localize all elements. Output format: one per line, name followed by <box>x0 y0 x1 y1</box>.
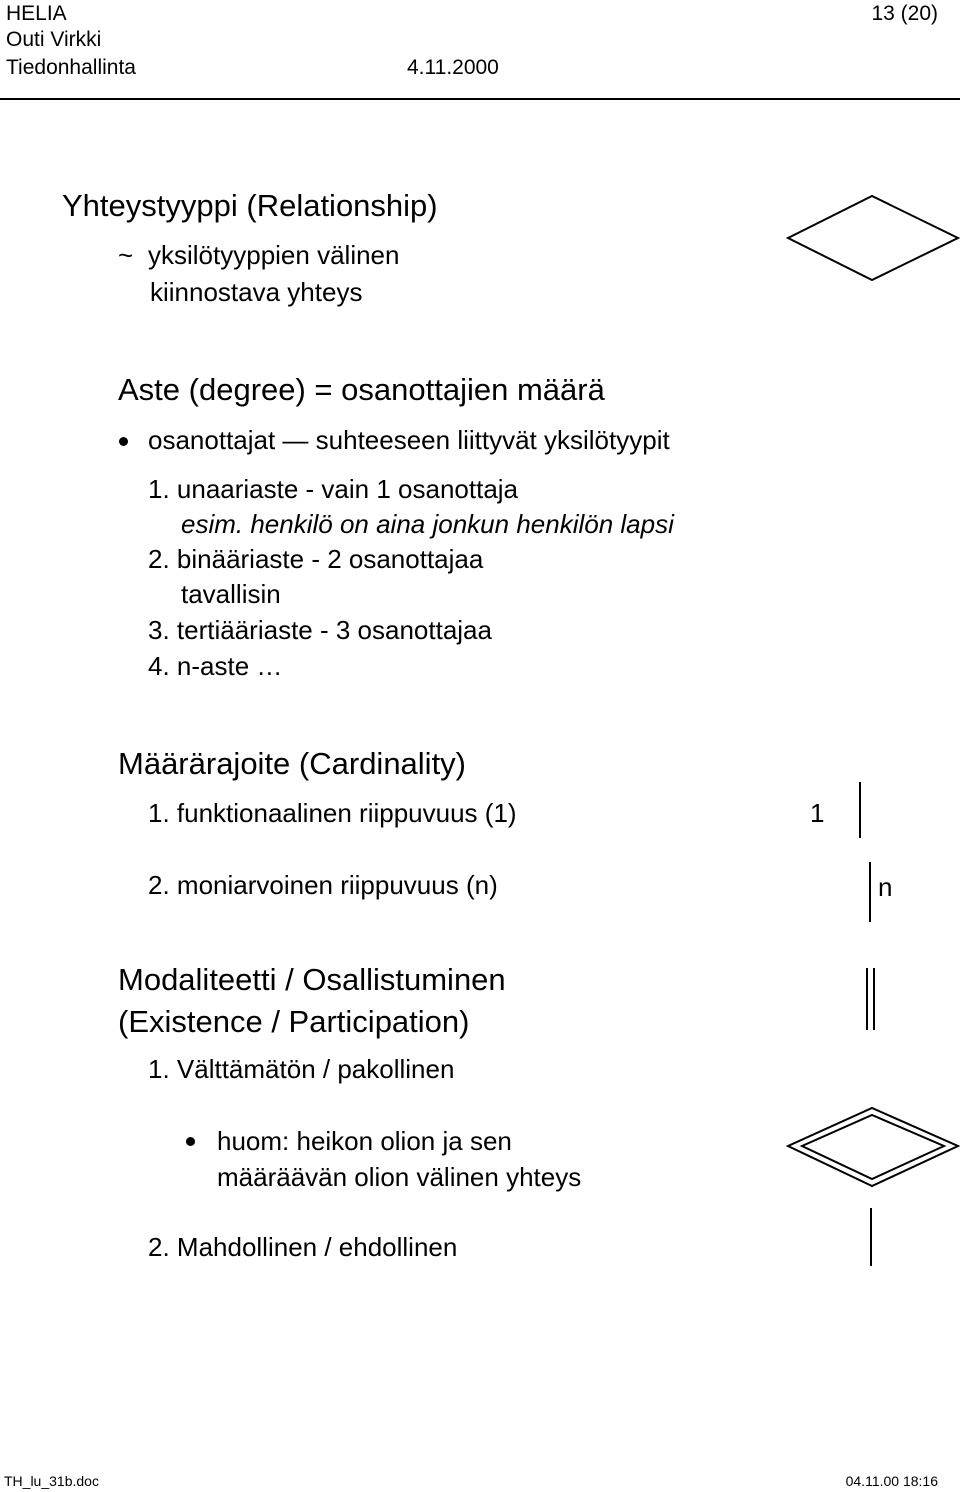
relationship-definition-line1: yksilötyyppien välinen <box>148 240 400 270</box>
relationship-title: Yhteystyyppi (Relationship) <box>62 188 438 223</box>
degree-item-3: 3. tertiääriaste - 3 osanottajaa <box>148 615 492 645</box>
cardinality-one-line-icon <box>858 782 862 838</box>
degree-title: Aste (degree) = osanottajien määrä <box>118 372 605 407</box>
header-org: HELIA <box>6 2 67 25</box>
degree-item-2: 2. binääriaste - 2 osanottajaa <box>148 544 484 574</box>
cardinality-n-line-icon <box>868 862 872 922</box>
tilde-mark: ~ <box>118 240 134 270</box>
modality-item-1: 1. Välttämätön / pakollinen <box>148 1054 455 1084</box>
modality-bullet-line1: huom: heikon olion ja sen <box>217 1126 512 1156</box>
cardinality-n-label: n <box>878 872 893 902</box>
degree-item-1: 1. unaariaste - vain 1 osanottaja <box>148 474 519 504</box>
header-course: Tiedonhallinta <box>6 56 136 79</box>
cardinality-title: Määrärajoite (Cardinality) <box>118 746 467 781</box>
modality-title-line2: (Existence / Participation) <box>118 1004 470 1039</box>
mandatory-double-line-icon <box>865 968 877 1030</box>
header-author: Outi Virkki <box>6 28 102 51</box>
footer-filename: TH_lu_31b.doc <box>4 1473 99 1489</box>
degree-item-1-example: esim. henkilö on aina jonkun henkilön lapsi <box>181 509 674 539</box>
optional-line-icon <box>869 1208 873 1266</box>
cardinality-item-1: 1. funktionaalinen riippuvuus (1) <box>148 798 517 828</box>
degree-item-4: 4. n-aste … <box>148 651 283 681</box>
modality-bullet-line2: määräävän olion välinen yhteys <box>217 1162 582 1192</box>
degree-item-2-note: tavallisin <box>181 579 281 609</box>
footer-timestamp: 04.11.00 18:16 <box>845 1473 938 1489</box>
cardinality-one-label: 1 <box>810 798 825 828</box>
header-date: 4.11.2000 <box>407 56 499 79</box>
page-number: 13 (20) <box>871 2 938 25</box>
cardinality-item-2: 2. moniarvoinen riippuvuus (n) <box>148 870 498 900</box>
weak-relationship-diamond-icon <box>786 1106 960 1188</box>
bullet-icon <box>186 1137 195 1146</box>
modality-item-2: 2. Mahdollinen / ehdollinen <box>148 1232 458 1262</box>
header-divider <box>0 98 960 100</box>
degree-bullet-text: osanottajat — suhteeseen liittyvät yksilötyypit <box>148 425 670 455</box>
modality-title-line1: Modaliteetti / Osallistuminen <box>118 962 506 997</box>
bullet-icon <box>119 437 128 446</box>
relationship-diamond-icon <box>786 194 960 284</box>
relationship-definition-line2: kiinnostava yhteys <box>150 277 363 307</box>
